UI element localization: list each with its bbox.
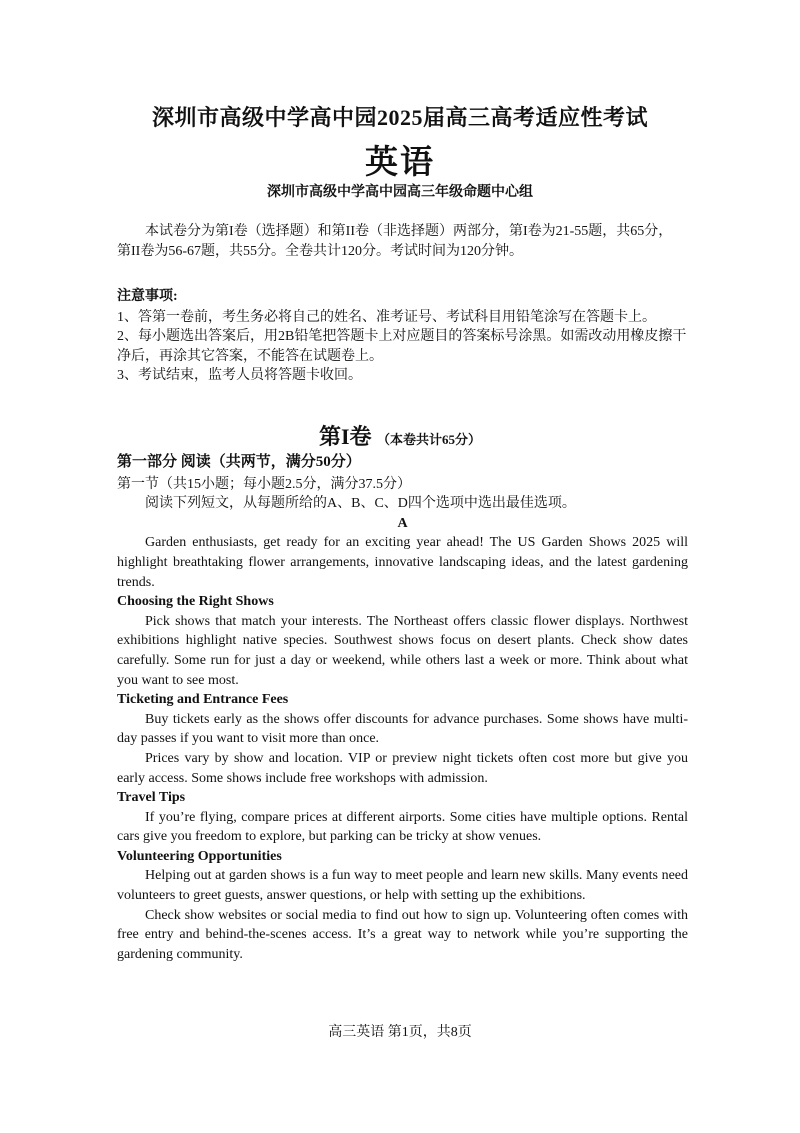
exam-title: 深圳市高级中学高中园2025届高三高考适应性考试 (151, 105, 648, 130)
reading-section (117, 453, 688, 964)
section-heading: 第一节（共15小题；每小题2.5分，满分37.5分） (117, 476, 411, 492)
volume-subtitle: （本卷共计65分） (377, 432, 482, 447)
subject-title: 英语 (365, 145, 435, 181)
passage-intro: Garden enthusiasts, get ready for an exciting year ahead! The US Garden Shows 2025 will highlight breathtaking flower arrangements, innovative landscaping ideas, and the latest gardening trends. (117, 535, 688, 590)
notes-block (117, 287, 688, 386)
subheading-ticketing: Ticketing and Entrance Fees (117, 692, 289, 708)
passage-letter: A (397, 515, 408, 531)
intro-line-2: 第II卷为56-67题，共55分。全卷共计120分。考试时间为120分钟。 (117, 243, 523, 259)
note-item: 1、答第一卷前，考生务必将自己的姓名、准考证号、考试科目用铅笔涂写在答题卡上。 (117, 309, 656, 325)
instruction-text: 阅读下列短文，从每题所给的A、B、C、D四个选项中选出最佳选项。 (145, 496, 576, 512)
note-item: 净后，再涂其它答案，不能答在试题卷上。 (117, 348, 383, 364)
notes-heading: 注意事项: (117, 289, 178, 304)
intro-line-1: 本试卷分为第I卷（选择题）和第II卷（非选择题）两部分，第I卷为21-55题，共65分， (145, 224, 673, 239)
volume-title: 第I卷 (318, 424, 372, 449)
page-footer: 高三英语 第1页，共8页 (328, 1025, 472, 1040)
subheading-volunteering: Volunteering Opportunities (117, 848, 282, 864)
paragraph-volunteering-1: Helping out at garden shows is a fun way to meet people and learn new skills. Many events need volunteers to greet guests, answer questions, or help with setting up the exhibitions. (117, 868, 688, 904)
note-item: 3、考试结束，监考人员将答题卡收回。 (117, 368, 362, 384)
part-heading: 第一部分 阅读（共两节，满分50分） (117, 454, 361, 470)
paragraph-travel-tips: If you’re flying, compare prices at different airports. Some cities have multiple options. Rental cars give you freedom to explore, but parking can be tricky at show venues. (117, 809, 688, 845)
organizer-line: 深圳市高级中学高中园高三年级命题中心组 (267, 185, 533, 200)
paragraph-choosing-shows: Pick shows that match your interests. The Northeast offers classic flower displays. Northwest exhibitions highlight native species. Southwest shows focus on desert plants. Check show dates carefully. Some run for just a day or weekend, while others last a week or more. Think about what you want to see most. (117, 613, 688, 688)
subheading-choosing-shows: Choosing the Right Shows (117, 594, 274, 610)
paragraph-ticketing-2: Prices vary by show and location. VIP or preview night tickets often cost more but give you early access. Some shows include free workshops with admission. (117, 750, 688, 786)
subheading-travel-tips: Travel Tips (117, 790, 186, 806)
note-item: 2、每小题选出答案后，用2B铅笔把答题卡上对应题目的答案标号涂黑。如需改动用橡皮擦干 (117, 329, 687, 345)
paragraph-ticketing-1: Buy tickets early as the shows offer discounts for advance purchases. Some shows have multi-day passes if you want to visit more than once. (117, 711, 688, 747)
volume-heading (0, 420, 800, 451)
exam-intro (117, 222, 688, 261)
paragraph-volunteering-2: Check show websites or social media to find out how to sign up. Volunteering often comes with free entry and behind-the-scenes access. It’s a great way to network while you’re supporting the gardening community. (117, 907, 688, 962)
